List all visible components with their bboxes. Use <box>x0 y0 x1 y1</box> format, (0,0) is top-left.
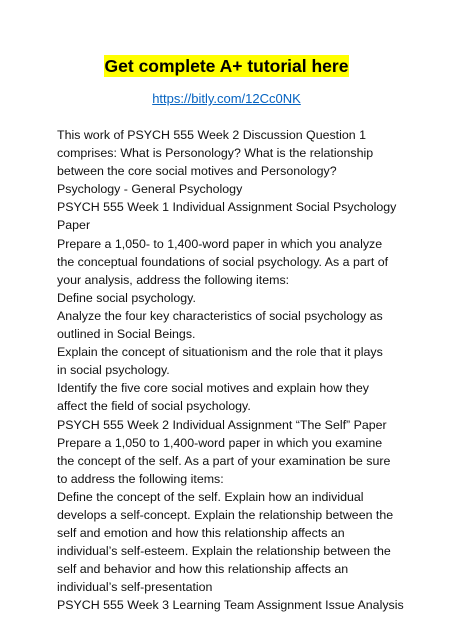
body-line: Prepare a 1,050 to 1,400-word paper in which you examine <box>57 435 383 450</box>
body-line: Psychology - General Psychology <box>57 182 243 197</box>
body-line: comprises: What is Personology? What is the relationship <box>57 146 374 161</box>
body-line: Analyze the four key characteristics of social psychology as <box>57 308 383 323</box>
body-line: self and behavior and how this relationship affects an <box>57 562 349 577</box>
body-line: Define the concept of the self. Explain how an individual <box>57 489 364 504</box>
body-line: affect the field of social psychology. <box>57 399 251 414</box>
tutorial-link[interactable]: https://bitly.com/12Cc0NK <box>152 91 301 106</box>
headline-container <box>0 55 453 77</box>
body-line: your analysis, address the following items: <box>57 272 290 287</box>
body-line: between the core social motives and Personology? <box>57 164 337 179</box>
link-container <box>0 90 453 108</box>
body-line: PSYCH 555 Week 3 Learning Team Assignment Issue Analysis <box>57 598 404 613</box>
body-line: This work of PSYCH 555 Week 2 Discussion Question 1 <box>57 128 366 142</box>
document-body <box>57 126 407 615</box>
body-line: the concept of the self. As a part of your examination be sure <box>57 453 391 468</box>
headline: Get complete A+ tutorial here <box>104 56 349 76</box>
body-line: PSYCH 555 Week 1 Individual Assignment Social Psychology <box>57 200 397 215</box>
body-line: the conceptual foundations of social psychology. As a part of <box>57 254 389 269</box>
body-line: Explain the concept of situationism and the role that it plays <box>57 345 383 360</box>
body-line: to address the following items: <box>57 471 224 486</box>
body-line: outlined in Social Beings. <box>57 327 196 342</box>
body-line: Prepare a 1,050- to 1,400-word paper in which you analyze <box>57 236 383 251</box>
body-line: Identify the five core social motives and explain how they <box>57 381 369 396</box>
body-line: self and emotion and how this relationship affects an <box>57 526 345 541</box>
body-line: individual’s self-presentation <box>57 580 213 595</box>
body-line: Define social psychology. <box>57 290 196 305</box>
body-line: individual’s self-esteem. Explain the relationship between the <box>57 544 391 559</box>
body-line: PSYCH 555 Week 2 Individual Assignment “The Self” Paper <box>57 417 387 432</box>
body-line: in social psychology. <box>57 363 170 378</box>
body-line: Paper <box>57 218 91 233</box>
body-line: develops a self-concept. Explain the relationship between the <box>57 507 394 522</box>
